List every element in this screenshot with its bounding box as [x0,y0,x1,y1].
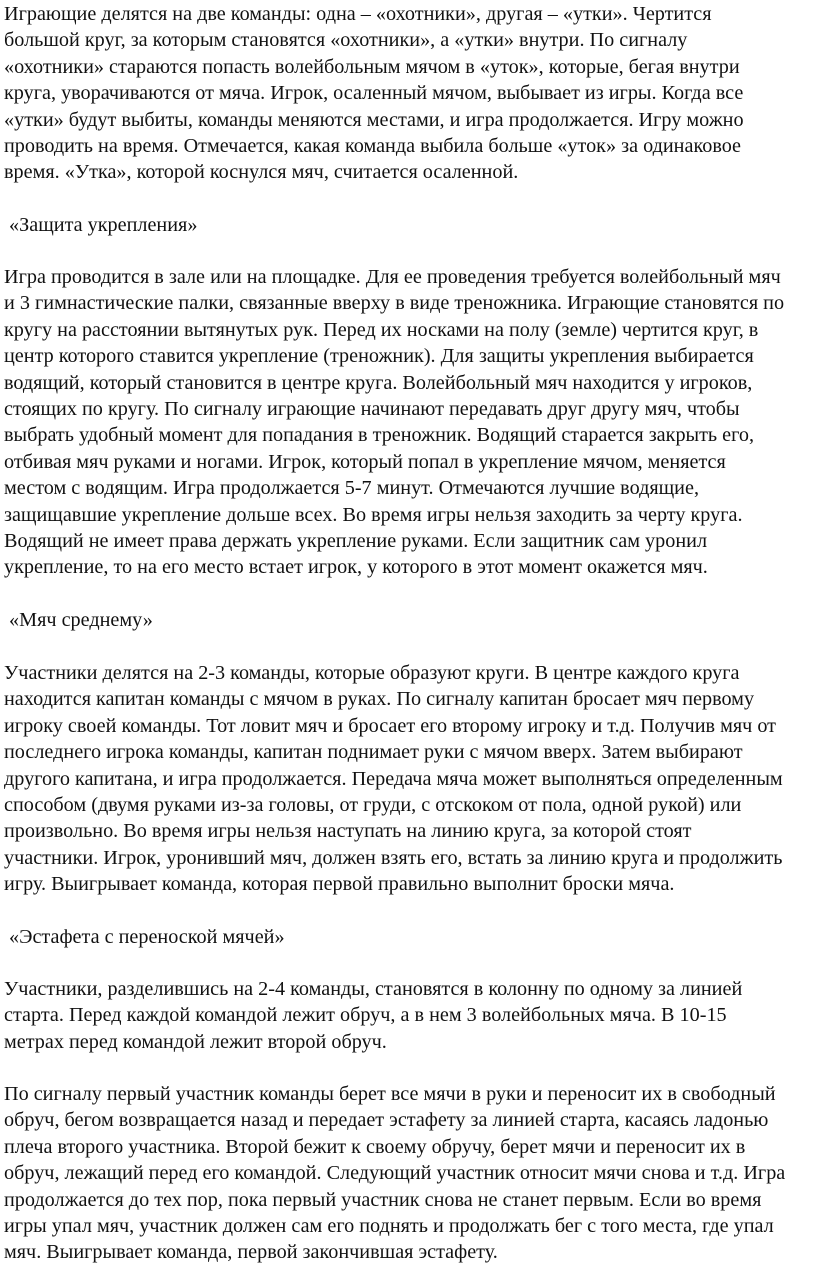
section-heading: «Мяч среднему» [4,609,153,631]
text-line: большой круг, за которым становятся «охотники», а «утки» внутри. По сигналу [4,29,688,52]
section-title-ball-relay [4,924,812,950]
section-title-ball-to-middle [4,607,812,633]
text-line: старта. Перед каждой командой лежит обруч, а в нем 3 волейбольных мяча. В 10-15 [4,1004,727,1027]
text-line: защищавшие укрепление дольше всех. Во время игры нельзя заходить за черту круга. [4,503,743,526]
text-line: и 3 гимнастические палки, связанные вверху в виде треножника. Играющие становятся по [4,292,785,315]
ball-to-middle-paragraph [4,660,812,898]
section-heading: «Эстафета с переноской мячей» [4,926,285,948]
fortress-defense-paragraph [4,264,812,581]
text-line: игру. Выигрывает команда, которая первой правильно выполнит броски мяча. [4,873,675,896]
intro-paragraph [4,1,812,186]
text-line: другого капитана, и игра продолжается. Передача мяча может выполняться определенным [4,767,783,790]
text-line: продолжается до тех пор, пока первый участник снова не станет первым. Если во время [4,1188,762,1211]
section-title-fortress-defense [4,212,812,238]
text-line: стоящих по кругу. По сигналу играющие начинают передавать друг другу мяч, чтобы [4,398,740,421]
section-heading: «Защита укрепления» [4,214,198,236]
text-line: Участники, разделившись на 2-4 команды, становятся в колонну по одному за линией [4,978,743,1000]
ball-relay-paragraph-2 [4,1081,812,1266]
text-line: метрах перед командой лежит второй обруч. [4,1030,387,1053]
text-line: обруч, лежащий перед его командой. Следующий участник относит мячи снова и т.д. Игра [4,1162,786,1185]
text-line: время. «Утка», которой коснулся мяч, считается осаленной. [4,161,519,184]
text-line: обруч, бегом возвращается назад и передает эстафету за линией старта, касаясь ладонью [4,1109,769,1132]
text-line: выбрать удобный момент для попадания в треножник. Водящий старается закрыть его, [4,424,755,447]
text-line: круга, уворачиваются от мяча. Игрок, осаленный мячом, выбывает из игры. Когда все [4,82,744,105]
text-line: Водящий не имеет права держать укрепление руками. Если защитник сам уронил [4,530,708,553]
text-line: произвольно. Во время игры нельзя наступать на линию круга, за которой стоят [4,820,692,843]
text-line: игроку своей команды. Тот ловит мяч и бросает его второму игроку и т.д. Получив мяч от [4,714,777,737]
text-line: последнего игрока команды, капитан поднимает руки с мячом вверх. Затем выбирают [4,741,743,764]
text-line: укрепление, то на его место встает игрок, у которого в этот момент окажется мяч. [4,556,708,579]
text-line: игры упал мяч, участник должен сам его поднять и продолжать бег с того места, где упал [4,1215,774,1238]
text-line: Играющие делятся на две команды: одна – «охотники», другая – «утки». Чертится [4,3,712,25]
text-line: центр которого ставится укрепление (треножник). Для защиты укрепления выбирается [4,345,754,368]
text-line: находится капитан команды с мячом в руках. По сигналу капитан бросает мяч первому [4,688,755,711]
text-line: мяч. Выигрывает команда, первой закончившая эстафету. [4,1241,498,1264]
text-line: участники. Игрок, уронивший мяч, должен взять его, встать за линию круга и продолжить [4,846,783,869]
text-line: По сигналу первый участник команды берет все мячи в руки и переносит их в свободный [4,1083,776,1105]
text-line: Участники делятся на 2-3 команды, которые образуют круги. В центре каждого круга [4,662,740,684]
ball-relay-paragraph-1 [4,976,812,1055]
text-line: «охотники» стараются попасть волейбольным мячом в «уток», которые, бегая внутри [4,55,740,78]
text-line: плеча второго участника. Второй бежит к своему обручу, берет мячи и переносит их в [4,1135,746,1158]
text-line: местом с водящим. Игра продолжается 5-7 минут. Отмечаются лучшие водящие, [4,477,699,500]
text-line: Игра проводится в зале или на площадке. Для ее проведения требуется волейбольный мяч [4,266,781,288]
text-line: проводить на время. Отмечается, какая команда выбила больше «уток» за одинаковое [4,135,742,158]
text-line: «утки» будут выбиты, команды меняются местами, и игра продолжается. Игру можно [4,108,744,131]
text-line: кругу на расстоянии вытянутых рук. Перед их носками на полу (земле) чертится круг, в [4,318,759,341]
text-line: отбивая мяч руками и ногами. Игрок, который попал в укрепление мячом, меняется [4,450,726,473]
text-line: водящий, который становится в центре круга. Волейбольный мяч находится у игроков, [4,371,753,394]
text-line: способом (двумя руками из-за головы, от груди, с отскоком от пола, одной рукой) или [4,794,742,817]
